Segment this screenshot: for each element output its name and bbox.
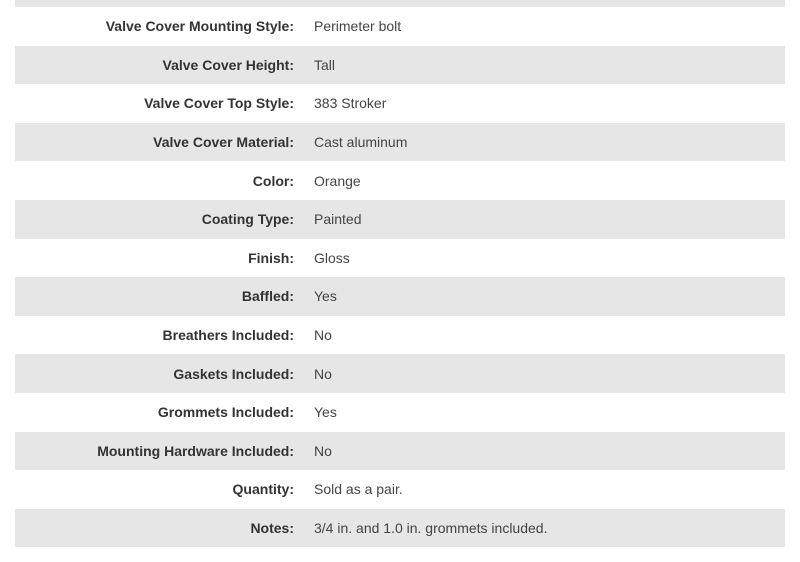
spec-value: Yes	[314, 404, 337, 421]
spec-label: Valve Cover Top Style:	[144, 95, 294, 112]
spec-label: Quantity:	[232, 481, 294, 498]
spec-value: Perimeter bolt	[314, 18, 402, 35]
spec-row-baffled	[15, 277, 785, 316]
spec-label: Baffled:	[241, 288, 294, 305]
specifications-table	[15, 0, 785, 547]
spec-value: 383 Stroker	[314, 95, 387, 112]
spec-label: Mounting Hardware Included:	[97, 442, 294, 459]
spec-value: No	[314, 442, 332, 459]
spec-row-gaskets	[15, 354, 785, 393]
spec-row-quantity	[15, 470, 785, 509]
spec-label: Valve Cover Material:	[153, 134, 294, 151]
spec-label: Coating Type:	[201, 211, 294, 228]
spec-row-grommets	[15, 393, 785, 432]
spec-label: Notes:	[250, 520, 294, 537]
table-top-strip	[15, 0, 785, 7]
spec-label: Color:	[252, 172, 294, 189]
spec-value: 3/4 in. and 1.0 in. grommets included.	[314, 520, 548, 537]
spec-row-mounting-hardware	[15, 432, 785, 471]
spec-value: Gloss	[314, 249, 350, 266]
spec-value: Painted	[314, 211, 362, 228]
spec-value: Cast aluminum	[314, 134, 408, 151]
spec-row-top-style	[15, 84, 785, 123]
spec-label: Gaskets Included:	[173, 365, 294, 382]
spec-label: Breathers Included:	[162, 327, 294, 344]
spec-row-coating-type	[15, 200, 785, 239]
spec-value: Orange	[314, 172, 361, 189]
spec-label: Valve Cover Height:	[162, 56, 294, 73]
spec-value: Tall	[314, 56, 336, 73]
spec-row-finish	[15, 239, 785, 278]
spec-value: Sold as a pair.	[314, 481, 403, 498]
spec-row-mounting-style	[15, 7, 785, 46]
spec-label: Grommets Included:	[157, 404, 294, 421]
spec-row-notes	[15, 509, 785, 548]
spec-row-height	[15, 46, 785, 85]
spec-row-color	[15, 161, 785, 200]
spec-row-material	[15, 123, 785, 162]
spec-value: No	[314, 327, 332, 344]
spec-label: Finish:	[248, 249, 294, 266]
spec-row-breathers	[15, 316, 785, 355]
spec-label: Valve Cover Mounting Style:	[105, 18, 294, 35]
spec-value: Yes	[314, 288, 337, 305]
spec-value: No	[314, 365, 332, 382]
